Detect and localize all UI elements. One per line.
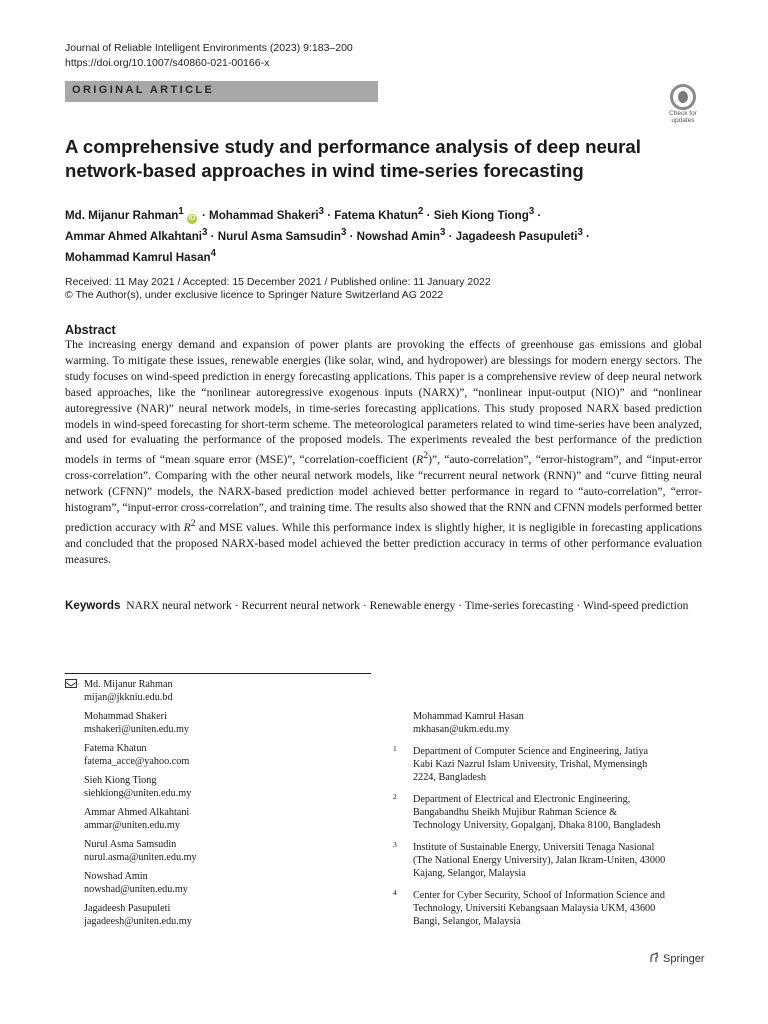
contact-name: Nowshad Amin [84,871,148,882]
affiliation-entry [393,841,713,880]
journal-header [65,41,353,70]
author-separator: · [582,229,590,243]
footnote-divider [65,673,371,674]
contact-entry [84,870,197,896]
contact-name: Md. Mijanur Rahman [84,679,173,690]
keywords-section [65,598,702,614]
contact-name: Jagadeesh Pasupuleti [84,903,171,914]
author-name[interactable]: Ammar Ahmed Alkahtani [65,229,203,243]
journal-citation: Journal of Reliable Intelligent Environments (2023) 9:183–200 [65,42,353,54]
publisher-logo [648,952,705,965]
keywords-list: NARX neural network · Recurrent neural network · Renewable energy · Time-series forecasting · Wind-speed prediction [126,599,689,612]
author-line-1 [65,203,715,224]
author-line-2 [65,224,715,245]
abstract-text-part-1: The increasing energy demand and expansion of power plants are provoking the effects of greenhouse gas emissions and global warming. To mitigate these issues, renewable energies (like solar, wind, and hydropower) are blessings for modern energy sectors. The study focuses on wind-speed prediction in energy forecasting applications. This paper is a comprehensive review of deep neural network based approaches, like the “nonlinear autoregressive exogenous inputs (NARX)”, “nonlinear input-output (NIO)” and “nonlinear autoregressive (NAR)” neural network models, in time-series forecasting applications. This study proposed NARX based prediction models in wind-speed forecasting for short-term scheme. The meteorological parameters related to wind time-series have been analyzed, and used for evaluating the performance of the proposed models. The experiments revealed the best performance of the prediction models in terms of “mean square error (MSE)”, “correlation-coefficient ( [65,338,702,467]
contact-entry [84,742,197,768]
springer-horse-icon [648,952,660,964]
contact-entry [84,838,197,864]
affiliation-number: 3 [393,840,397,849]
envelope-icon [65,679,77,688]
affiliation-entry [393,793,713,832]
contact-name: Ammar Ahmed Alkahtani [84,807,190,818]
copyright-notice: © The Author(s), under exclusive licence to Springer Nature Switzerland AG 2022 [65,289,444,301]
r-squared-exponent: 2 [423,450,429,462]
contact-email[interactable]: fatema_acce@yahoo.com [84,756,190,767]
contact-name: Nurul Asma Samsudin [84,839,177,850]
affiliation-marker: 3 [528,206,535,217]
affiliation-line: Bangabandhu Sheikh Mujibur Rahman Science & [413,807,617,818]
title-line-2: network-based approaches in wind time-series forecasting [65,159,584,181]
check-badge-line2: updates [671,117,695,124]
affiliation-line: Technology, Universiti Kebangsaan Malaysia UKM, 43600 [413,903,656,914]
title-line-1: A comprehensive study and performance analysis of deep neural [65,136,641,157]
check-badge-line1: Check for [669,110,697,117]
contact-name: Mohammad Shakeri [84,711,167,722]
doi-link[interactable]: https://doi.org/10.1007/s40860-021-00166-x [65,56,270,69]
affiliation-line: Technology University, Gopalganj, Dhaka 8100, Bangladesh [413,820,661,831]
affiliation-marker: 3 [439,226,446,238]
contact-entry [84,678,197,704]
contact-email[interactable]: jagadeesh@uniten.edu.my [84,916,192,927]
affiliation-line: Institute of Sustainable Energy, Universiti Tenaga Nasional [413,842,655,853]
author-name[interactable]: Md. Mijanur Rahman [65,208,179,222]
affiliation-number: 2 [393,792,397,801]
contact-email[interactable]: mijan@jkkniu.edu.bd [84,692,173,703]
affiliation-marker: 3 [202,226,208,238]
author-name[interactable]: · Nowshad Amin [346,229,440,243]
affiliation-line: Bangi, Selangor, Malaysia [413,916,521,927]
abstract-text-part-2: )”, “auto-correlation”, “error-histogram”, and “input-error cross-correlation”. Comparing with the other neural network models, like “recurrent neural network (RNN)” and “curve fitting neural network (CFNN)” models, the NARX-based prediction model achieved better performance in regard to “auto-correlation”, “error-histogram”, “input-error cross-correlation”, and training time. The results also showed that the RNN and CFNN models performed better prediction accuracy with [65,453,702,534]
affiliations-list [393,745,713,937]
contact-entry [84,806,197,832]
affiliation-marker: 1 [178,206,184,217]
keywords-heading: Keywords [65,599,121,612]
affiliation-line: Kajang, Selangor, Malaysia [413,868,526,879]
contact-email[interactable]: mkhasan@ukm.edu.my [413,724,510,735]
article-title [65,135,705,182]
r-squared-exponent: 2 [190,517,196,529]
author-line-3 [65,245,715,266]
author-name[interactable]: · Nurul Asma Samsudin [207,229,341,243]
author-name[interactable]: · Jagadeesh Pasupuleti [445,229,578,243]
affiliation-marker: 3 [340,226,347,238]
abstract-text-part-3: and MSE values. While this performance index is slightly higher, it is negligible in forecasting applications and concluded that the proposed NARX-based model achieved the better prediction accuracy in terms of other performance evaluation measures. [65,520,702,566]
affiliation-line: Department of Electrical and Electronic Engineering, [413,794,631,805]
affiliation-entry [393,889,713,928]
affiliation-marker: 2 [418,206,424,217]
author-name[interactable]: · Fatema Khatun [323,208,419,222]
article-type-banner [65,81,378,102]
publisher-name: Springer [663,953,705,965]
r-squared-symbol: R [183,520,191,534]
abstract-heading: Abstract [65,323,116,337]
affiliation-number: 4 [393,888,397,897]
check-for-updates-icon[interactable] [665,84,701,124]
contact-email[interactable]: siehkiong@uniten.edu.my [84,788,192,799]
contact-entry [84,774,197,800]
affiliation-line: 2224, Bangladesh [413,772,486,783]
contact-name: Fatema Khatun [84,743,147,754]
contact-email[interactable]: ammar@uniten.edu.my [84,820,180,831]
r-squared-symbol: R [416,453,424,467]
contact-entry [84,710,197,736]
affiliation-marker: 4 [210,247,216,259]
affiliation-number: 1 [393,744,397,753]
contact-email[interactable]: nurul.asma@uniten.edu.my [84,852,197,863]
affiliation-line: Center for Cyber Security, School of Information Science and [413,890,665,901]
publication-dates [65,276,491,302]
affiliation-line: Department of Computer Science and Engineering, Jatiya [413,746,649,757]
author-contacts [84,678,197,934]
contact-entry [84,902,197,928]
abstract-body [65,337,702,567]
contact-email[interactable]: nowshad@uniten.edu.my [84,884,188,895]
affiliation-marker: 3 [318,206,324,217]
author-name[interactable]: · Sieh Kiong Tiong [423,208,529,222]
author-name[interactable]: Mohammad Kamrul Hasan [65,250,211,264]
affiliation-entry [393,745,713,784]
author-separator: · [534,208,542,222]
affiliation-marker: 3 [577,226,583,238]
affiliation-line: Kabi Kazi Nazrul Islam University, Trishal, Mymensingh [413,759,648,770]
contact-name: Sieh Kiong Tiong [84,775,157,786]
publication-history: Received: 11 May 2021 / Accepted: 15 December 2021 / Published online: 11 January 2022 [65,276,491,288]
affiliation-line: (The National Energy University), Jalan Ikram-Uniten, 43000 [413,855,666,866]
contact-name: Mohammad Kamrul Hasan [413,711,524,722]
orcid-icon[interactable]: iD [188,214,196,222]
author-name[interactable]: · Mohammad Shakeri [198,208,319,222]
contact-entry-right [413,710,524,736]
author-list [65,203,715,266]
article-type-label: ORIGINAL ARTICLE [72,84,215,96]
contact-email[interactable]: mshakeri@uniten.edu.my [84,724,190,735]
